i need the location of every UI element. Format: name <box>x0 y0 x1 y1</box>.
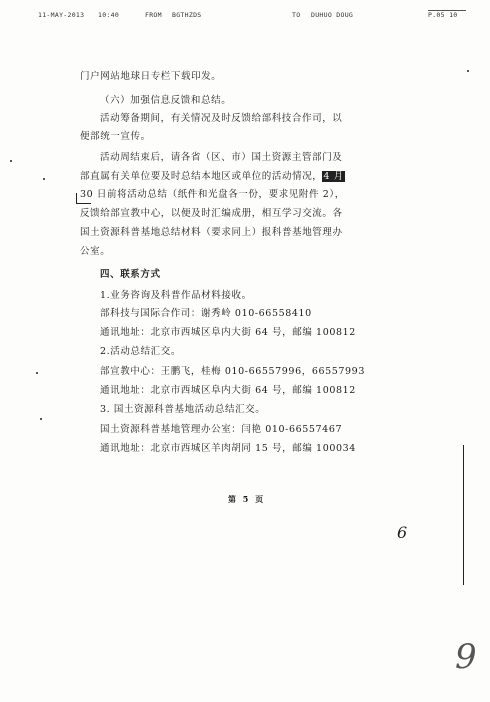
contact-line: 部宣教中心：王鹏飞，桂梅 010-66557996，66557993 <box>100 366 365 377</box>
contact-item: 2.活动总结汇交。 <box>100 346 181 357</box>
scan-dot <box>43 178 45 180</box>
body-line: 反馈给部宣教中心，以便及时汇编成册，相互学习交流。各 <box>80 208 343 219</box>
fax-to-value: DUHUO DOUG <box>311 11 354 19</box>
page-number: 第 5 页 <box>228 494 266 504</box>
scan-dot <box>10 160 12 162</box>
body-line: 公室。 <box>80 246 111 257</box>
body-line: 30 日前将活动总结（纸件和光盘各一份，要求见附件 2）， <box>80 189 345 200</box>
section-heading-four: 四、联系方式 <box>100 269 161 280</box>
scan-dot <box>36 372 38 374</box>
contact-line: 部科技与国际合作司：谢秀岭 010-66558410 <box>100 308 312 319</box>
scan-edge-line <box>463 445 464 585</box>
body-line: 活动筹备期间，有关情况及时反馈给部科技合作司，以 <box>100 113 343 124</box>
body-line <box>80 170 345 184</box>
scan-mark <box>76 193 91 204</box>
body-line: 国土资源科普基地总结材料（要求同上）报科普基地管理办 <box>80 227 343 238</box>
body-text: 部直属有关单位要及时总结本地区或单位的活动情况， <box>80 171 323 182</box>
contact-line: 国土资源科普基地管理办公室：闫艳 010-66557467 <box>100 424 343 435</box>
contact-item: 3. 国土资源科普基地活动总结汇交。 <box>100 404 266 415</box>
handwritten-page-mark: 6 <box>397 523 408 542</box>
date-highlight: 4 月 <box>323 171 344 182</box>
address-line: 通讯地址：北京市西城区阜内大街 64 号，邮编 100812 <box>100 385 356 396</box>
fax-from-label: FROM <box>145 11 162 19</box>
fax-from-value: BGTHZDS <box>172 11 202 19</box>
scan-dot <box>40 418 42 420</box>
body-line: 门户网站地球日专栏下载印发。 <box>80 71 222 82</box>
header-rule <box>428 10 466 11</box>
handwritten-number: 9 <box>455 637 477 677</box>
fax-time: 10:40 <box>98 11 120 19</box>
fax-header <box>0 6 490 20</box>
fax-page: P.05 10 <box>428 11 458 19</box>
fax-date: 11-MAY-2013 <box>38 11 85 19</box>
address-line: 通讯地址：北京市西城区阜内大街 64 号，邮编 100812 <box>100 327 356 338</box>
body-line: 便部统一宣传。 <box>80 131 151 142</box>
fax-to-label: TO <box>292 11 301 19</box>
scan-dot <box>467 70 469 72</box>
section-heading-six: （六）加强信息反馈和总结。 <box>100 95 232 106</box>
contact-item: 1.业务咨询及科普作品材料接收。 <box>100 290 252 301</box>
body-line: 活动周结束后，请各省（区、市）国土资源主管部门及 <box>100 152 343 163</box>
address-line: 通讯地址：北京市西城区羊肉胡同 15 号，邮编 100034 <box>100 443 356 454</box>
